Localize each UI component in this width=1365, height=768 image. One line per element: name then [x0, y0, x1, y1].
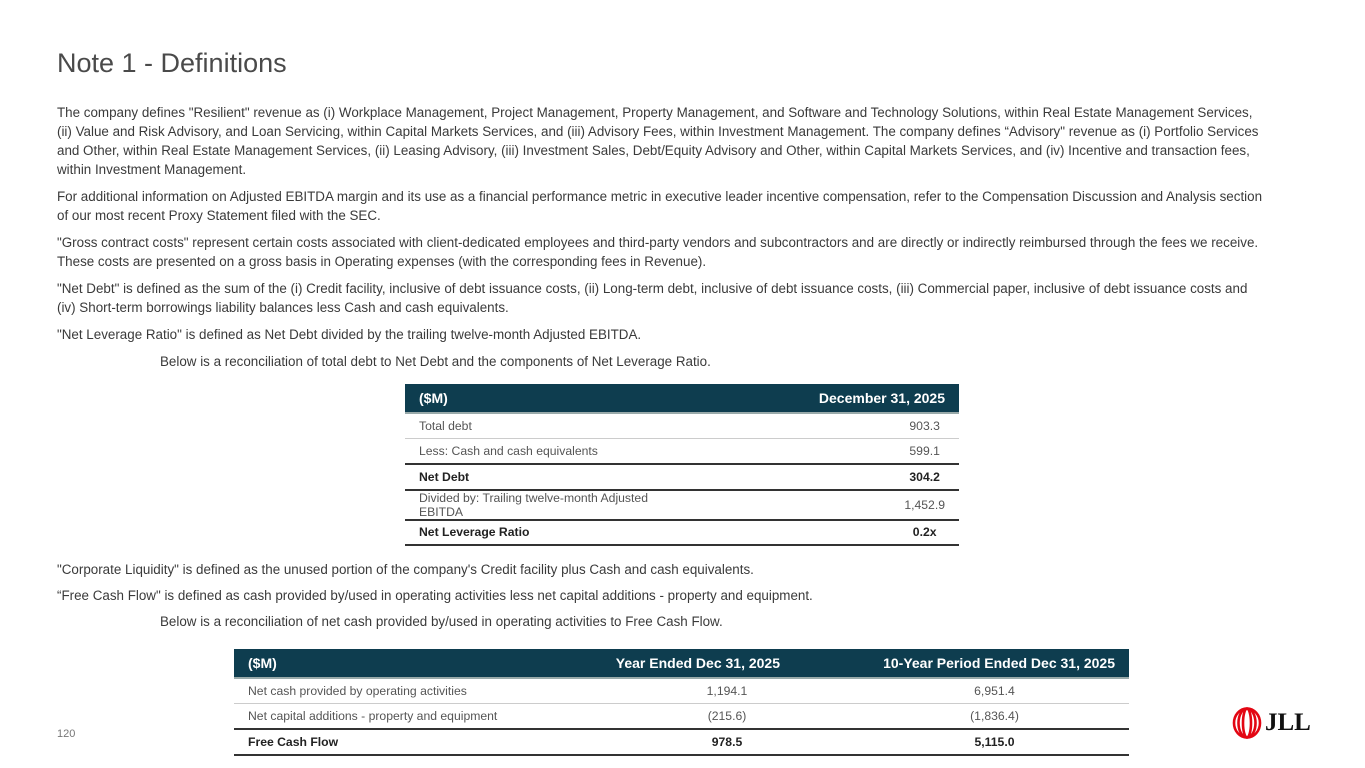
row-value: 1,452.9 — [704, 490, 959, 520]
row-label: Free Cash Flow — [234, 729, 594, 755]
table-row — [234, 678, 1129, 704]
header-10-year: 10-Year Period Ended Dec 31, 2025 — [794, 649, 1129, 678]
reconciliation-intro-2: Below is a reconciliation of net cash provided by/used in operating activities to Free Cash Flow. — [160, 614, 723, 629]
row-label: Total debt — [405, 413, 704, 439]
row-label: Less: Cash and cash equivalents — [405, 439, 704, 465]
net-debt-definition: "Net Debt" is defined as the sum of the (i) Credit facility, inclusive of debt issuance costs, (ii) Long-term debt, inclusive of debt issuance costs, (iii) Commercial paper, inclusive of debt issuance costs and (iv) Short-term borrowings liability balances less Cash and cash equivalents. — [57, 281, 1248, 315]
row-value-year: 978.5 — [594, 729, 794, 755]
row-value-10-year: (1,836.4) — [794, 704, 1129, 730]
table-row — [234, 729, 1129, 755]
row-value: 304.2 — [704, 464, 959, 490]
jll-logo — [1232, 707, 1311, 739]
row-label: Net capital additions - property and equipment — [234, 704, 594, 730]
net-debt-table — [405, 384, 959, 546]
row-label: Net Debt — [405, 464, 704, 490]
reconciliation-intro-1: Below is a reconciliation of total debt to Net Debt and the components of Net Leverage Ratio. — [160, 354, 711, 369]
row-value: 903.3 — [704, 413, 959, 439]
table-row — [405, 413, 959, 439]
header-unit: ($M) — [234, 649, 594, 678]
row-label: Divided by: Trailing twelve-month Adjusted EBITDA — [405, 490, 704, 520]
free-cash-flow-definition: “Free Cash Flow" is defined as cash provided by/used in operating activities less net capital additions - property and equipment. — [57, 588, 813, 603]
header-date: December 31, 2025 — [704, 384, 959, 413]
row-value-10-year: 5,115.0 — [794, 729, 1129, 755]
header-year: Year Ended Dec 31, 2025 — [594, 649, 794, 678]
row-value: 0.2x — [704, 520, 959, 546]
table-row — [405, 464, 959, 490]
page-title: Note 1 - Definitions — [57, 48, 287, 78]
table-row — [405, 490, 959, 520]
logo-text: JLL — [1265, 709, 1311, 736]
header-unit: ($M) — [405, 384, 704, 413]
ebitda-note: For additional information on Adjusted EBITDA margin and its use as a financial performance metric in executive leader incentive compensation, refer to the Compensation Discussion and Analysis section of our most recent Proxy Statement filed with the SEC. — [57, 189, 1263, 223]
row-label: Net Leverage Ratio — [405, 520, 704, 546]
table-row — [234, 704, 1129, 730]
net-leverage-definition: "Net Leverage Ratio" is defined as Net Debt divided by the trailing twelve-month Adjusted EBITDA. — [57, 327, 642, 342]
row-value-year: 1,194.1 — [594, 678, 794, 704]
page-number: 120 — [57, 728, 76, 740]
row-value-10-year: 6,951.4 — [794, 678, 1129, 704]
free-cash-flow-table — [234, 649, 1129, 756]
resilient-definition: The company defines "Resilient" revenue as (i) Workplace Management, Project Management, Property Management, and Software and Technology Solutions, within Real Estate Management Services, (ii) Value and Risk Advisory, and Loan Servicing, within Capital Markets Services, and (iii) Advisory Fees, within Investment Management. The company defines “Advisory" revenue as (i) Portfolio Services and Other, within Real Estate Management Services, (ii) Leasing Advisory, (iii) Investment Sales, Debt/Equity Advisory and Other, within Capital Markets Services, and (iv) Incentive and transaction fees, within Investment Management. — [57, 105, 1259, 177]
row-value: 599.1 — [704, 439, 959, 465]
table-row — [405, 520, 959, 546]
jll-logo-icon — [1232, 707, 1262, 739]
table-row — [405, 439, 959, 465]
corporate-liquidity-definition: "Corporate Liquidity" is defined as the unused portion of the company's Credit facility plus Cash and cash equivalents. — [57, 562, 754, 577]
row-value-year: (215.6) — [594, 704, 794, 730]
row-label: Net cash provided by operating activities — [234, 678, 594, 704]
gross-contract-costs-definition: "Gross contract costs" represent certain costs associated with client-dedicated employees and third-party vendors and subcontractors and are directly or indirectly reimbursed through the fees we receive. These costs are presented on a gross basis in Operating expenses (with the corresponding fees in Revenue). — [57, 235, 1259, 269]
